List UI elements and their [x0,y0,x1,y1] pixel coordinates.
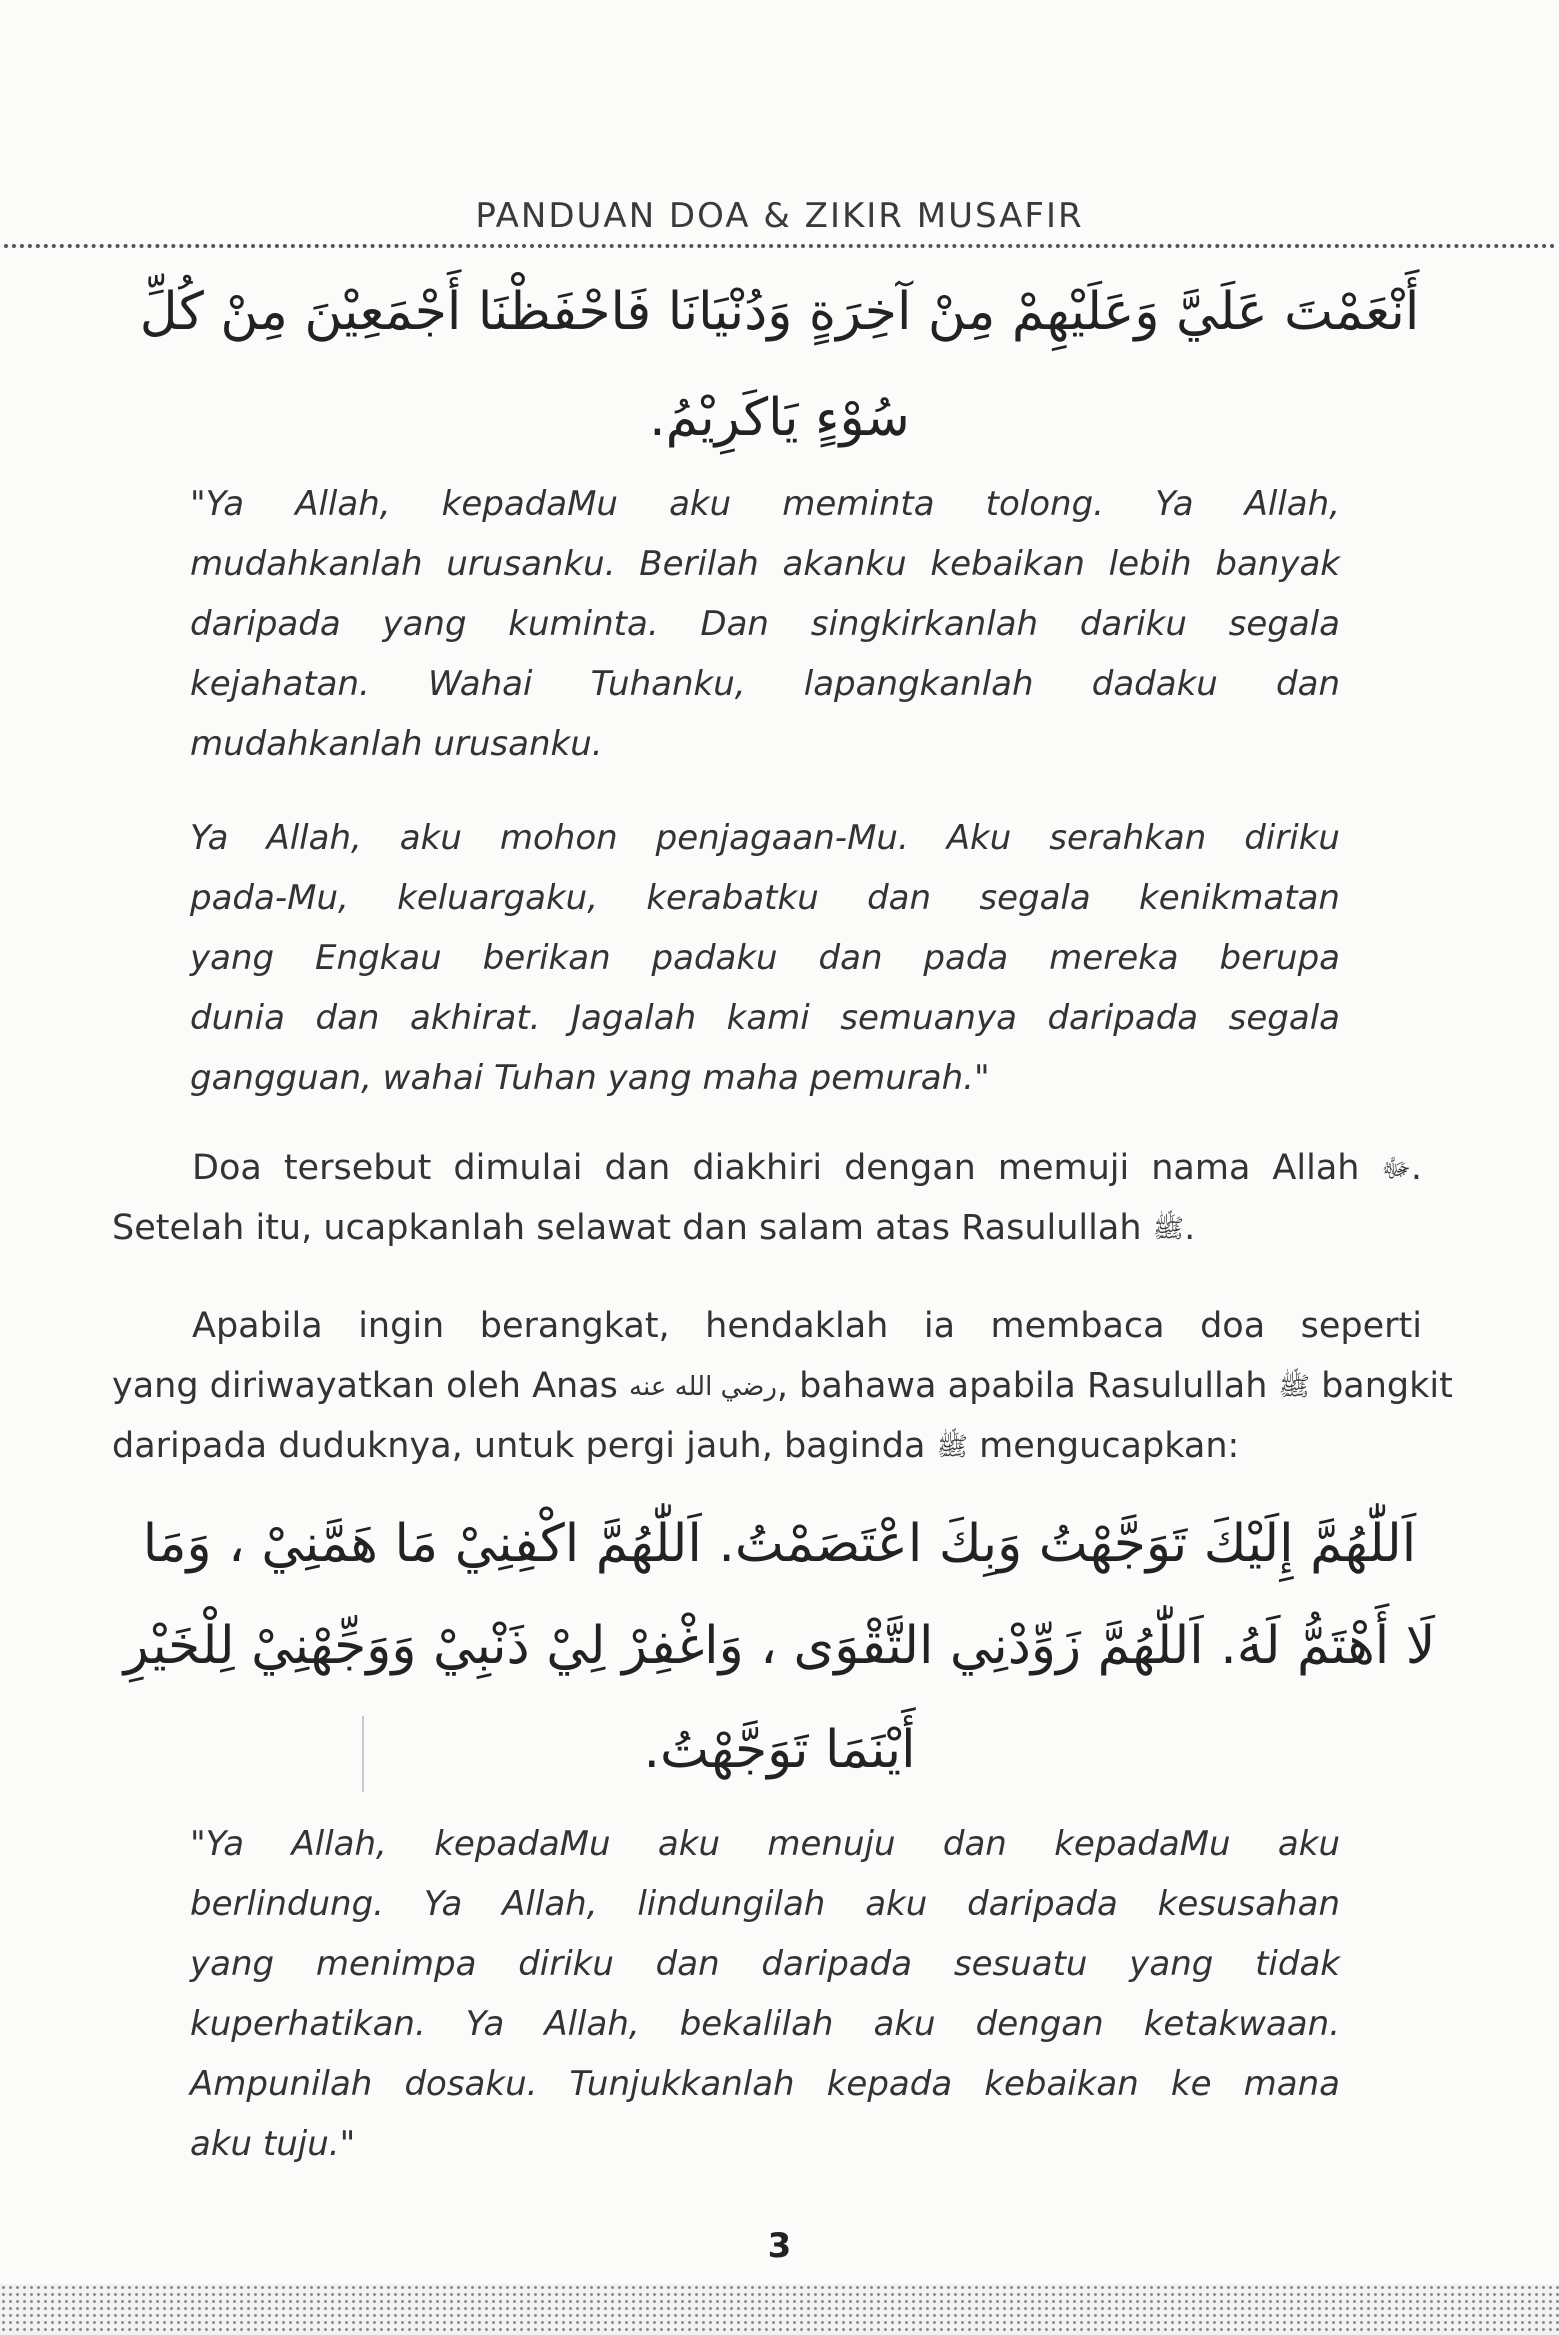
text-line [112,1198,1422,1258]
translation-paragraph [190,808,1340,1108]
line-text: Setelah itu, ucapkanlah selawat dan salam atas Rasulullah [112,1208,1142,1248]
text-line: mudahkanlah urusanku. [190,724,603,764]
punctuation: . [1184,1208,1196,1248]
header-divider [4,244,1556,248]
arabic-line: لَا أَهْتَمُّ لَهُ. اَللّٰهُمَّ زَوِّدْنِي التَّقْوَى ، وَاغْفِرْ لِيْ ذَنْبِيْ وَوَجِّهْنِيْ لِلْخَيْرِ [123,1616,1436,1676]
body-paragraph [112,1138,1422,1258]
text-line: dunia dan akhirat. Jagalah kami semuanya daripada segala [190,998,1340,1038]
text-line [112,1356,1453,1416]
text-line [112,1416,1422,1476]
text-line [112,1138,1422,1198]
line-text: mengucapkan: [979,1426,1240,1466]
prophet-honorific: ﷺ [1278,1372,1310,1402]
punctuation: . [1410,1148,1422,1188]
prophet-honorific: ﷺ [1152,1214,1185,1244]
page-number: 3 [767,2226,792,2266]
footer-dotted-band [0,2284,1559,2335]
text-line: Apabila ingin berangkat, hendaklah ia membaca doa seperti [192,1306,1422,1346]
line-text: yang diriwayatkan oleh Anas [112,1366,618,1406]
line-text: Doa tersebut dimulai dan diakhiri dengan memuji nama Allah [192,1148,1360,1188]
arabic-line: اَللّٰهُمَّ إِلَيْكَ تَوَجَّهْتُ وَبِكَ اعْتَصَمْتُ. اَللّٰهُمَّ اكْفِنِيْ مَا هَمَّنِيْ ، وَمَا [142,1514,1417,1574]
allah-honorific: ﷻ [1381,1154,1411,1184]
body-paragraph [112,1296,1453,1476]
translation-paragraph [190,474,1340,774]
translation-paragraph [190,1814,1340,2174]
arabic-line: أَيْنَمَا تَوَجَّهْتُ. [643,1720,916,1780]
arabic-line: أَنْعَمْتَ عَلَيَّ وَعَلَيْهِمْ مِنْ آخِرَةٍ وَدُنْيَانَا فَاحْفَظْنَا أَجْمَعِيْنَ مِنْ كُلِّ [139,282,1420,342]
arabic-line: سُوْءٍ يَاكَرِيْمُ. [649,388,910,448]
text-line: daripada yang kuminta. Dan singkirkanlah dariku segala [190,604,1340,644]
text-line: Ampunilah dosaku. Tunjukkanlah kepada kebaikan ke mana [190,2064,1340,2104]
text-line: mudahkanlah urusanku. Berilah akanku kebaikan lebih banyak [190,544,1340,584]
prophet-honorific: ﷺ [936,1432,968,1462]
text-line: "Ya Allah, kepadaMu aku menuju dan kepadaMu aku [190,1824,1340,1864]
text-line: kejahatan. Wahai Tuhanku, lapangkanlah dadaku dan [190,664,1340,704]
text-line: berlindung. Ya Allah, lindungilah aku daripada kesusahan [190,1884,1340,1924]
margin-mark [362,1716,364,1792]
text-line: pada-Mu, keluargaku, kerabatku dan segala kenikmatan [190,878,1340,918]
text-line: gangguan, wahai Tuhan yang maha pemurah." [190,1058,990,1098]
running-header: PANDUAN DOA & ZIKIR MUSAFIR [475,196,1084,236]
text-line: aku tuju." [190,2124,356,2164]
text-line: yang Engkau berikan padaku dan pada mereka berupa [190,938,1340,978]
text-line: kuperhatikan. Ya Allah, bekalilah aku dengan ketakwaan. [190,2004,1340,2044]
line-text: bangkit [1321,1366,1453,1406]
text-line: "Ya Allah, kepadaMu aku meminta tolong. Ya Allah, [190,484,1340,524]
text-line: Ya Allah, aku mohon penjagaan-Mu. Aku serahkan diriku [190,818,1340,858]
text-line: yang menimpa diriku dan daripada sesuatu yang tidak [190,1944,1340,1984]
line-text: daripada duduknya, untuk pergi jauh, baginda [112,1426,926,1466]
companion-honorific: رضي الله عنه [629,1372,777,1402]
line-text: , bahawa apabila Rasulullah [776,1366,1268,1406]
